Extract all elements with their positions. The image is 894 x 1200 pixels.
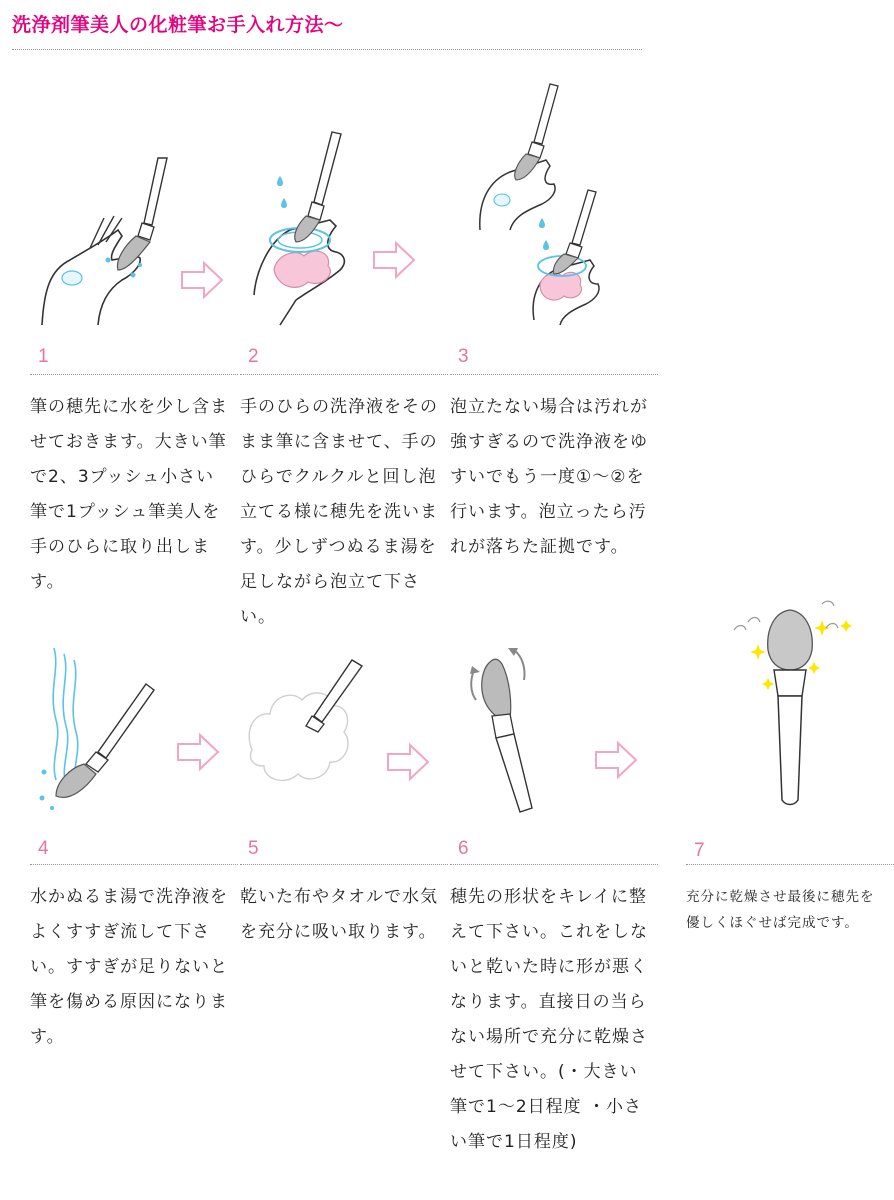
step-6-description: 穂先の形状をキレイに整えて下さい。これをしないと乾いた時に形が悪くなります。直接日の当らない場所で充分に乾燥させて下さい。(・大きい筆で1〜2日程度 ・小さい筆で1日程度) — [450, 887, 648, 1152]
towel-dry-icon — [240, 640, 440, 820]
step-2-description: 手のひらの洗浄液をそのまま筆に含ませて、手のひらでクルクルと回し泡立てる様に穂先を洗います。少しずつぬるま湯を足しながら泡立て下さい。 — [240, 397, 438, 627]
step-1-illustration — [30, 120, 230, 350]
step-7-number: 7 — [694, 840, 705, 861]
brush-washing-foam-icon — [240, 120, 440, 350]
step-1-description: 筆の穂先に水を少し含ませておきます。大きい筆で2、3プッシュ小さい筆で1プッシュ筆美人を手のひらに取り出します。 — [30, 397, 228, 592]
arrow-right-icon — [180, 260, 224, 300]
page-title: 洗浄剤筆美人の化粧筆お手入れ方法〜 — [12, 14, 344, 36]
step-5-description: 乾いた布やタオルで水気を充分に吸い取ります。 — [240, 887, 438, 942]
step-5-number: 5 — [248, 838, 259, 859]
step-7-divider — [686, 864, 894, 865]
arrow-right-icon — [386, 742, 430, 782]
step-6-divider — [450, 864, 658, 865]
brush-rewash-icon — [450, 80, 650, 340]
step-4-number: 4 — [38, 838, 49, 859]
step-6-number: 6 — [458, 838, 469, 859]
step-4-description: 水かぬるま湯で洗浄液をよくすすぎ流して下さい。すすぎが足りないと筆を傷める原因になります。 — [30, 887, 229, 1047]
step-2-number: 2 — [248, 346, 259, 367]
step-4-illustration — [30, 640, 230, 820]
step-3-description: 泡立たない場合は汚れが強すぎるので洗浄液をゆすいでもう一度①〜②を行います。泡立ったら汚れが落ちた証拠です。 — [450, 397, 648, 557]
brush-reshape-icon — [450, 640, 650, 820]
step-5-illustration — [240, 640, 440, 820]
step-3-number: 3 — [458, 346, 469, 367]
step-7-illustration — [686, 600, 886, 820]
step-7-description: 充分に乾燥させ最後に穂先を優しくほぐせば完成です。 — [686, 889, 875, 931]
title-divider — [12, 49, 642, 50]
arrow-right-icon — [372, 240, 416, 280]
arrow-right-icon — [594, 740, 638, 780]
hand-with-brush-icon — [30, 120, 230, 350]
step-3-illustration — [450, 80, 650, 340]
step-1-number: 1 — [38, 346, 49, 367]
finished-brush-icon — [686, 600, 886, 820]
step-6-illustration — [450, 640, 650, 820]
arrow-right-icon — [176, 732, 220, 772]
step-2-illustration — [240, 120, 440, 350]
step-3-divider — [450, 374, 658, 375]
brush-rinse-icon — [30, 640, 230, 820]
step-1-divider — [30, 374, 238, 375]
step-5-divider — [240, 864, 448, 865]
step-2-divider — [240, 374, 448, 375]
step-4-divider — [30, 864, 238, 865]
